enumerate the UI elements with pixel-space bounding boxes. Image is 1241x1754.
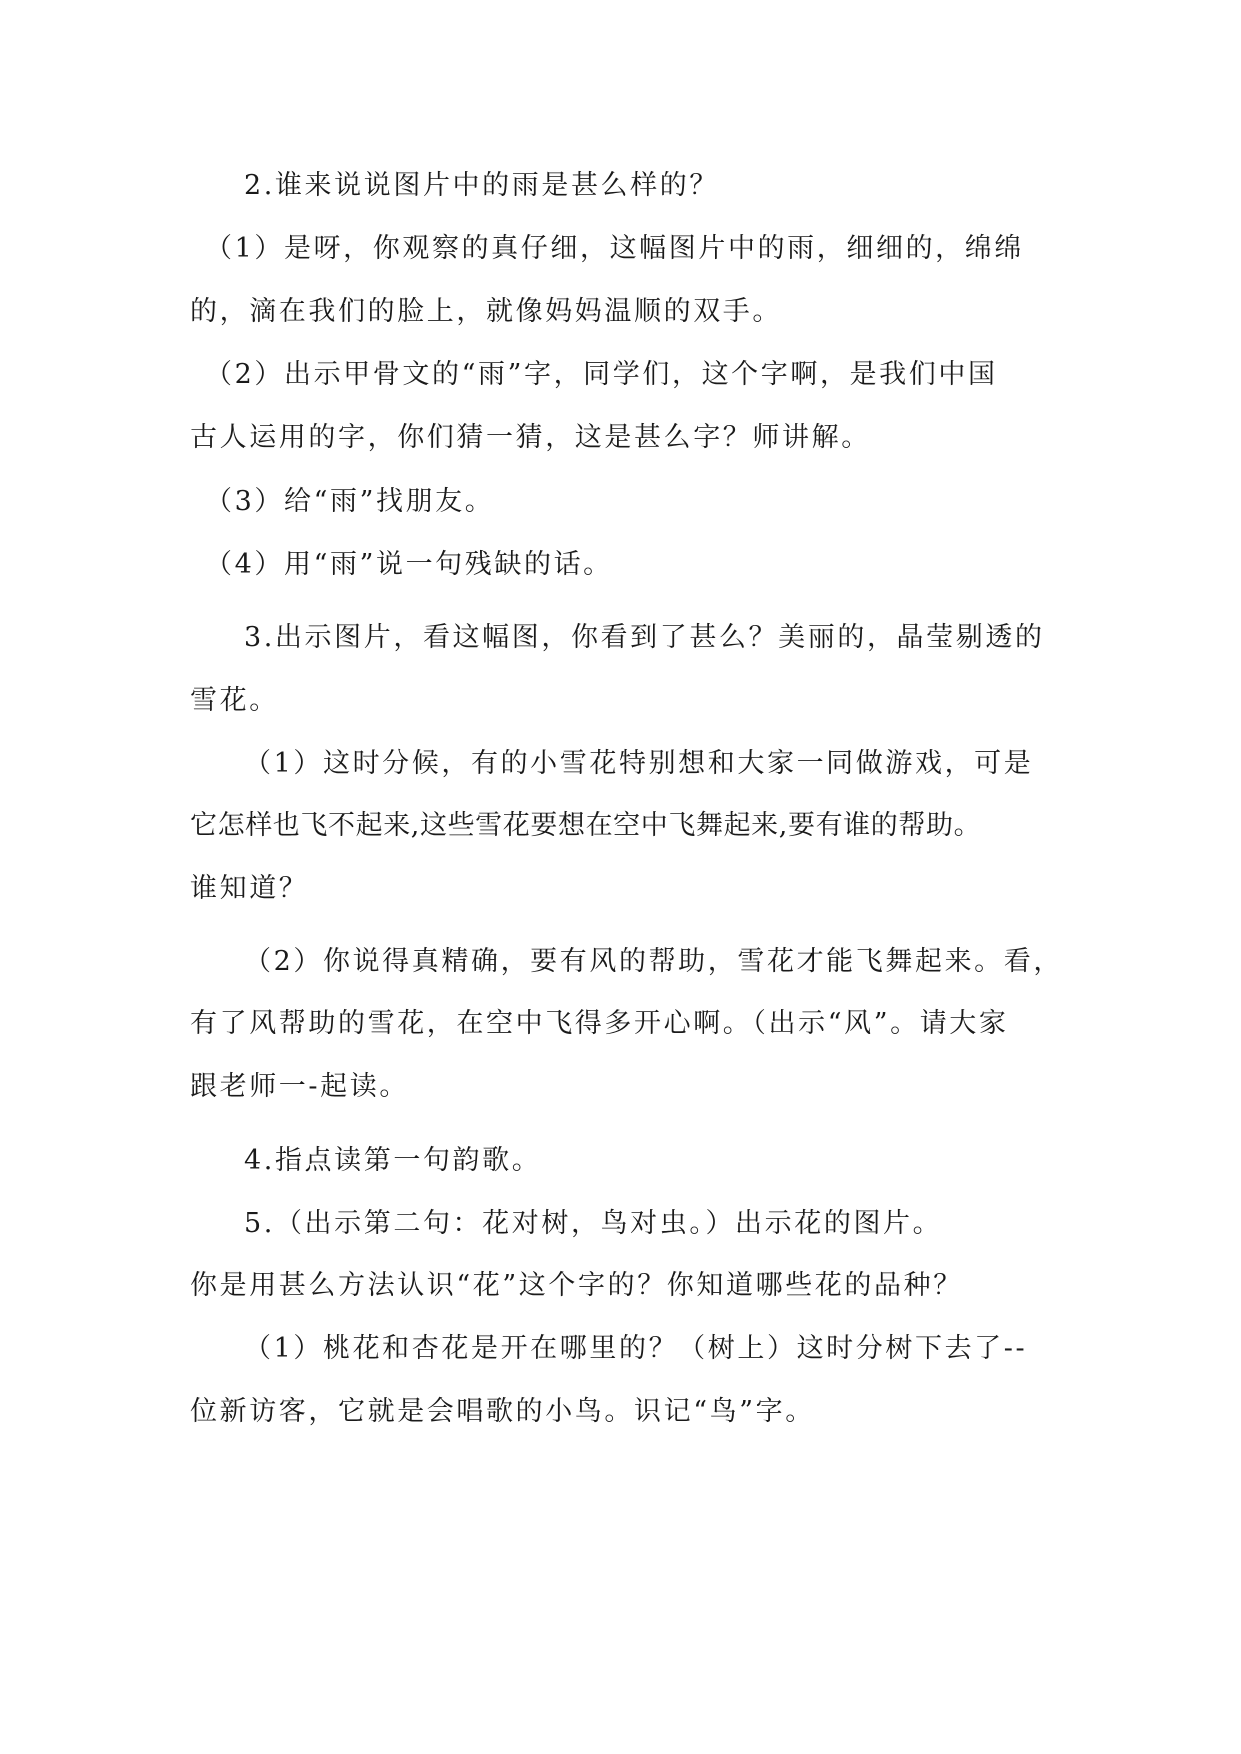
text-line: 它怎样也飞不起来,这些雪花要想在空中飞舞起来,要有谁的帮助。 (190, 810, 982, 841)
text-line: 3.出示图片，看这幅图，你看到了甚么？美丽的，晶莹剔透的 (244, 622, 1045, 653)
text-line: （4）用“雨”说一句残缺的话。 (205, 549, 613, 580)
text-line: （2）出示甲骨文的“雨”字，同学们，这个字啊，是我们中国 (205, 359, 998, 390)
text-line: 的，滴在我们的脸上，就像妈妈温顺的双手。 (190, 296, 782, 327)
text-line: （1）桃花和杏花是开在哪里的？（树上）这时分树下去了-- (244, 1333, 1028, 1364)
text-line: 有了风帮助的雪花，在空中飞得多开心啊。（出示“风”。请大家 (190, 1008, 1009, 1039)
text-line: 5.（出示第二句：花对树，鸟对虫。）出示花的图片。 (244, 1208, 943, 1239)
text-line: （3）给“雨”找朋友。 (205, 486, 495, 517)
text-line: 你是用甚么方法认识“花”这个字的？你知道哪些花的品种？ (190, 1270, 963, 1301)
text-line: （1）这时分候，有的小雪花特别想和大家一同做游戏，可是 (244, 748, 1034, 779)
text-line: 4.指点读第一句韵歌。 (244, 1145, 542, 1176)
text-line: 雪花。 (190, 685, 279, 716)
text-line: （2）你说得真精确，要有风的帮助，雪花才能飞舞起来。看， (244, 946, 1063, 977)
text-line: 位新访客，它就是会唱歌的小鸟。识记“鸟”字。 (190, 1396, 815, 1427)
text-line: 谁知道？ (190, 873, 309, 904)
text-line: 古人运用的字，你们猜一猜，这是甚么字？师讲解。 (190, 422, 871, 453)
text-line: （1）是呀，你观察的真仔细，这幅图片中的雨，细细的，绵绵 (205, 233, 1024, 264)
text-line: 跟老师一-起读。 (190, 1071, 409, 1102)
text-line: 2.谁来说说图片中的雨是甚么样的？ (244, 170, 719, 201)
